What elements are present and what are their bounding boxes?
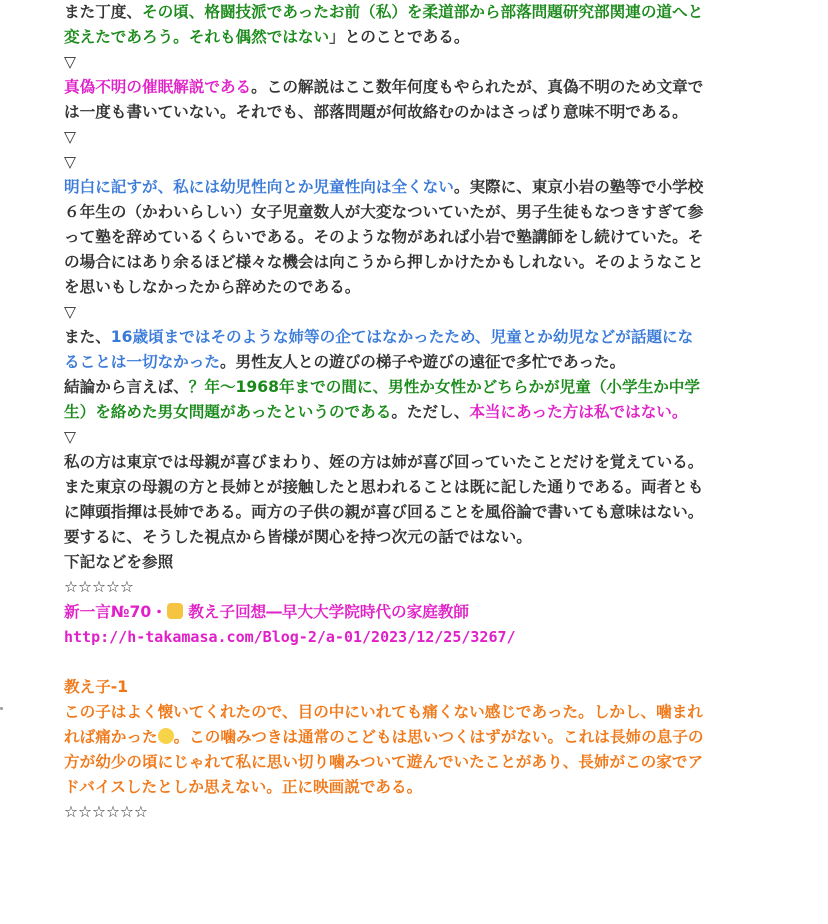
green-emphasis: その頃、格闘技派であったお前（私）を柔道部から部落問題研究部関連の道へと変えたであろう。それも偶然ではない	[64, 3, 704, 46]
see-below-label: 下記などを参照	[64, 553, 174, 571]
paragraph-6: 私の方は東京では母親が喜びまわり、姪の方は姉が喜び回っていたことだけを覚えている。また東京の母親の方と長姉とが接触したと思われることは既に記した通りである。両者ともに陣頭指揮は長姉である。両方の子供の親が喜び回ることを風俗論で書いても意味はない。要するに、そうした視点から皆様が関心を持つ次元の話ではない。	[64, 453, 704, 546]
text: 」とのことである。	[329, 28, 470, 46]
triangle-divider: ▽	[64, 128, 76, 146]
student-paragraph	[64, 700, 704, 800]
article-link[interactable]: http://h-takamasa.com/Blog-2/a-01/2023/12/25/3267/	[64, 628, 516, 646]
text: 。男性友人との遊びの梯子や遊びの遠征で多忙であった。	[219, 353, 626, 371]
paragraph-4	[64, 325, 704, 375]
text: 結論から言えば、	[64, 378, 189, 396]
triangle-divider: ▽	[64, 428, 76, 446]
magenta-emphasis: 本当にあった方は私ではない。	[469, 403, 688, 421]
spacer	[64, 650, 704, 675]
teacher-emoji-icon	[167, 603, 183, 619]
stars-divider: ☆☆☆☆☆☆	[64, 803, 148, 821]
link-title-prefix[interactable]: 新一言№70・	[64, 603, 167, 621]
left-edge-dot	[0, 707, 3, 710]
triangle-divider: ▽	[64, 153, 76, 171]
stars-divider: ☆☆☆☆☆	[64, 578, 134, 596]
text: この子はよく懐いてくれたので、目の中にいれても痛くない感じであった。しかし、噛まれれば痛かった	[64, 703, 703, 746]
text: また丁度、	[64, 3, 142, 21]
paragraph-3	[64, 175, 704, 300]
blue-emphasis: 16歳頃まではそのような姉等の企てはなかったため、児童とか幼児などが話題になることは一切なかった	[64, 328, 694, 371]
text: 。この解説はここ数年何度もやられたが、真偽不明のため文章では一度も書いていない。それでも、部落問題が何故絡むのかはさっぱり意味不明である。	[64, 78, 704, 121]
article-body	[64, 0, 704, 825]
text: 。実際に、東京小岩の塾等で小学校６年生の（かわいらしい）女子児童数人が大変なついていたが、男子生徒もなつきすぎて参って塾を辞めているくらいである。そのような物があれば小岩で塾講師をし続けていた。その場合にはあり余るほど様々な機会は向こうから押しかけたかもしれない。そのようなことを思いもしなかったから辞めたのである。	[64, 178, 704, 296]
paragraph-5	[64, 375, 704, 425]
paragraph-1	[64, 0, 704, 50]
triangle-divider: ▽	[64, 303, 76, 321]
text: また、	[64, 328, 111, 346]
green-emphasis: ？年〜1968年までの間に、男性か女性かどちらかが児童（小学生か中学生）を絡めた男女問題があったというのである	[64, 378, 700, 421]
link-title-text[interactable]: 教え子回想―早大大学院時代の家庭教師	[188, 603, 469, 621]
rolling-eyes-emoji-icon	[158, 728, 174, 744]
text: 。ただし、	[391, 403, 470, 421]
magenta-emphasis: 真偽不明の催眠解説である	[64, 78, 252, 96]
blue-emphasis: 明白に記すが、私には幼児性向とか児童性向は全くない	[64, 178, 454, 196]
student-heading: 教え子-1	[64, 678, 129, 696]
paragraph-2	[64, 75, 704, 125]
linked-article-title[interactable]	[64, 600, 704, 625]
triangle-divider: ▽	[64, 53, 76, 71]
text: 。この噛みつきは通常のこどもは思いつくはずがない。これは長姉の息子の方が幼少の頃にじゃれて私に思い切り噛みついて遊んでいたことがあり、長姉がこの家でアドバイスしたとしか思えない。正に映画説である。	[64, 728, 704, 796]
